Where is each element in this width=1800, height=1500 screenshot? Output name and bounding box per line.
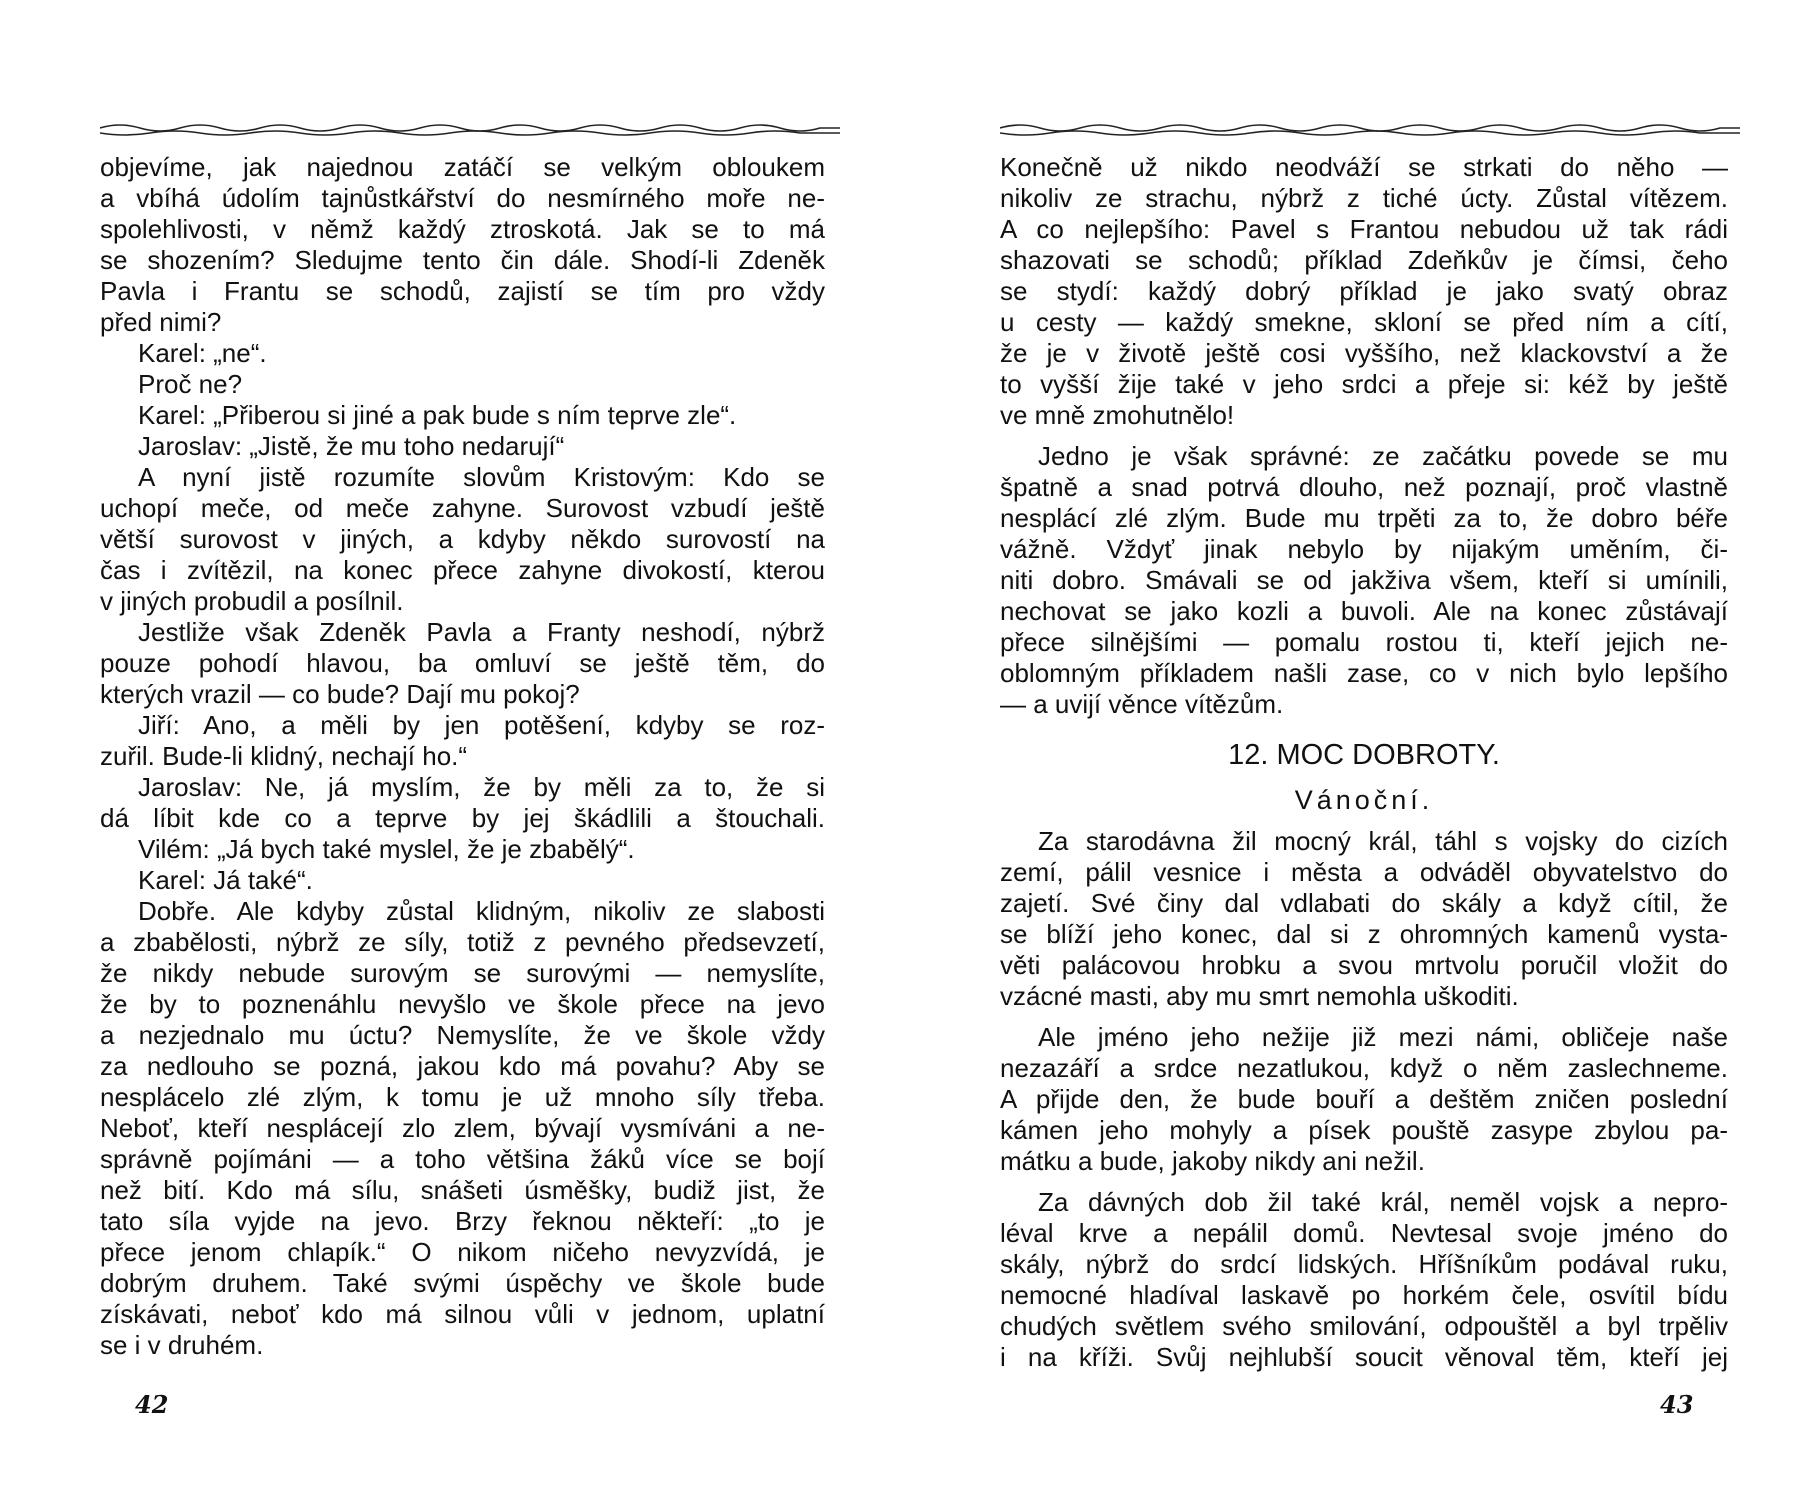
right-page: [900, 0, 1800, 1500]
text-line: Proč ne?: [138, 369, 243, 399]
text-line: zajetí. Své činy dal vdlabati do skály a když cítil, že: [1000, 888, 1728, 918]
page-number-right: 43: [1660, 1390, 1694, 1419]
text-line: vážně. Vždyť jinak nebylo by nijakým uměním, či-: [1000, 534, 1728, 564]
text-line: Jedno je však správné: ze začátku povede se mu: [1038, 441, 1728, 471]
text-line: A co nejlepšího: Pavel s Frantou nebudou už tak rádi: [1000, 214, 1728, 244]
text-line: Jiří: Ano, a měli by jen potěšení, kdyby se roz-: [138, 710, 825, 740]
header-ornament-right: [1000, 122, 1740, 138]
text-line: zemí, pálil vesnice i města a odváděl obyvatelstvo do: [1000, 857, 1728, 887]
text-line: skály, nýbrž do srdcí lidských. Hříšníkům podával ruku,: [1000, 1249, 1728, 1279]
text-line: Jaroslav: „Jistě, že mu toho nedarují“: [138, 431, 565, 461]
text-line: se shozením? Sledujme tento čin dále. Shodí-li Zdeněk: [100, 245, 825, 275]
text-line: že by to poznenáhlu nevyšlo ve škole přece na jevo: [100, 989, 825, 1019]
text-line: vzácné masti, aby mu smrt nemohla uškoditi.: [1000, 981, 1519, 1011]
text-line: Jestliže však Zdeněk Pavla a Franty neshodí, nýbrž: [138, 617, 825, 647]
text-line: a vbíhá údolím tajnůstkářství do nesmírného moře ne-: [100, 183, 825, 213]
chapter-heading: 12. MOC DOBROTY.: [1228, 739, 1500, 771]
text-line: objevíme, jak najednou zatáčí se velkým obloukem: [100, 152, 825, 182]
text-line: správně pojímáni — a toho většina žáků více se bojí: [100, 1144, 825, 1174]
text-line: zuřil. Bude-li klidný, nechají ho.“: [100, 741, 468, 771]
text-line: a zbabělosti, nýbrž ze síly, totiž z pevného předsevzetí,: [100, 927, 825, 957]
text-line: — a uvijí věnce vítězům.: [1000, 689, 1284, 719]
text-line: Karel: Já také“.: [138, 865, 313, 895]
text-line: Jaroslav: Ne, já myslím, že by měli za to, že si: [138, 772, 825, 802]
text-line: Za starodávna žil mocný král, táhl s vojsky do cizích: [1038, 826, 1728, 856]
text-line: dá líbit kde co a teprve by jej škádlili a štouchali.: [100, 803, 825, 833]
text-line: léval krve a nepálil domů. Nevtesal svoje jméno do: [1000, 1218, 1728, 1248]
text-line: A přijde den, že bude bouří a deštěm zničen poslední: [1000, 1084, 1728, 1114]
chapter-subheading: Vánoční.: [1294, 785, 1434, 815]
text-line: u cesty — každý smekne, skloní se před ním a cítí,: [1000, 307, 1728, 337]
text-line: shazovati se schodů; příklad Zdeňkův je čímsi, čeho: [1000, 245, 1728, 275]
text-line: kterých vrazil — co bude? Dají mu pokoj?: [100, 679, 580, 709]
text-line: spolehlivosti, v němž každý ztroskotá. Jak se to má: [100, 214, 825, 244]
text-line: před nimi?: [100, 307, 222, 337]
text-line: Karel: „ne“.: [138, 338, 267, 368]
text-line: dobrým druhem. Také svými úspěchy ve škole bude: [100, 1268, 825, 1298]
text-line: se i v druhém.: [100, 1330, 264, 1360]
text-line: nechovat se jako kozli a buvoli. Ale na konec zůstávají: [1000, 596, 1728, 626]
text-line: že je v životě ještě cosi vyššího, než klackovství a že: [1000, 338, 1728, 368]
text-line: přece silnějšími — pomalu rostou ti, kteří jejich ne-: [1000, 627, 1728, 657]
text-line: A nyní jistě rozumíte slovům Kristovým: Kdo se: [138, 462, 825, 492]
text-line: niti dobro. Smávali se od jakživa všem, kteří si umínili,: [1000, 565, 1728, 595]
text-line: Vilém: „Já bych také myslel, že je zbabělý“.: [138, 834, 635, 864]
text-line: Pavla i Frantu se schodů, zajistí se tím pro vždy: [100, 276, 825, 306]
text-line: Dobře. Ale kdyby zůstal klidným, nikoliv ze slabosti: [138, 896, 825, 926]
text-line: Za dávných dob žil také král, neměl vojsk a nepro-: [1038, 1187, 1728, 1217]
text-line: větší surovost v jiných, a kdyby někdo surovostí na: [100, 524, 825, 554]
text-line: ve mně zmohutnělo!: [1000, 400, 1235, 430]
text-line: nesplácí zlé zlým. Bude mu trpěti za to, že dobro béře: [1000, 503, 1728, 533]
text-line: nezazáří a srdce nezatlukou, když o něm zaslechneme.: [1000, 1053, 1728, 1083]
text-line: za nedlouho se pozná, jakou kdo má povahu? Aby se: [100, 1051, 825, 1081]
text-line: se blíží jeho konec, dal si z ohromných kamenů vysta-: [1000, 919, 1728, 949]
text-line: získávati, neboť kdo má silnou vůli v jednom, uplatní: [100, 1299, 825, 1329]
text-line: a nezjednalo mu úctu? Nemyslíte, že ve škole vždy: [100, 1020, 825, 1050]
text-line: Ale jméno jeho nežije již mezi námi, obličeje naše: [1038, 1022, 1728, 1052]
text-line: mátku a bude, jakoby nikdy ani nežil.: [1000, 1146, 1425, 1176]
text-line: to vyšší žije také v jeho srdci a přeje si: kéž by ještě: [1000, 369, 1728, 399]
text-line: než bití. Kdo má sílu, snášeti úsměšky, budiž jist, že: [100, 1175, 825, 1205]
text-line: uchopí meče, od meče zahyne. Surovost vzbudí ještě: [100, 493, 825, 523]
text-line: že nikdy nebude surovým se surovými — nemyslíte,: [100, 958, 825, 988]
text-line: kámen jeho mohyly a písek pouště zasype zbylou pa-: [1000, 1115, 1728, 1145]
text-line: Karel: „Přiberou si jiné a pak bude s ním teprve zle“.: [138, 400, 737, 430]
page-number-left: 42: [135, 1390, 169, 1419]
text-line: nikoliv ze strachu, nýbrž z tiché úcty. Zůstal vítězem.: [1000, 183, 1728, 213]
text-line: oblomným příkladem našli zase, co v nich bylo lepšího: [1000, 658, 1728, 688]
text-line: i na kříži. Svůj nejhlubší soucit věnoval těm, kteří jej: [1000, 1342, 1728, 1372]
right-page-text: [1000, 152, 1728, 1373]
text-line: špatně a snad potrvá dlouho, než poznají, proč vlastně: [1000, 472, 1728, 502]
text-line: chudých světlem svého smilování, odpouštěl a byl trpěliv: [1000, 1311, 1728, 1341]
text-line: v jiných probudil a posílnil.: [100, 586, 404, 616]
text-line: tato síla vyjde na jevo. Brzy řeknou někteří: „to je: [100, 1206, 825, 1236]
text-line: nesplácelo zlé zlým, k tomu je už mnoho síly třeba.: [100, 1082, 825, 1112]
text-line: věti palácovou hrobku a svou mrtvolu poručil vložit do: [1000, 950, 1728, 980]
left-page-text: [100, 152, 825, 1361]
text-line: nemocné hladíval laskavě po horkém čele, osvítil bídu: [1000, 1280, 1728, 1310]
text-line: pouze pohodí hlavou, ba omluví se ještě těm, do: [100, 648, 825, 678]
text-line: se stydí: každý dobrý příklad je jako svatý obraz: [1000, 276, 1728, 306]
text-line: přece jenom chlapík.“ O nikom ničeho nevyzvídá, je: [100, 1237, 825, 1267]
header-ornament-left: [100, 122, 840, 138]
text-line: Neboť, kteří nesplácejí zlo zlem, bývají vysmíváni a ne-: [100, 1113, 825, 1143]
text-line: čas i zvítězil, na konec přece zahyne divokostí, kterou: [100, 555, 825, 585]
text-line: Konečně už nikdo neodváží se strkati do něho —: [1000, 152, 1728, 182]
